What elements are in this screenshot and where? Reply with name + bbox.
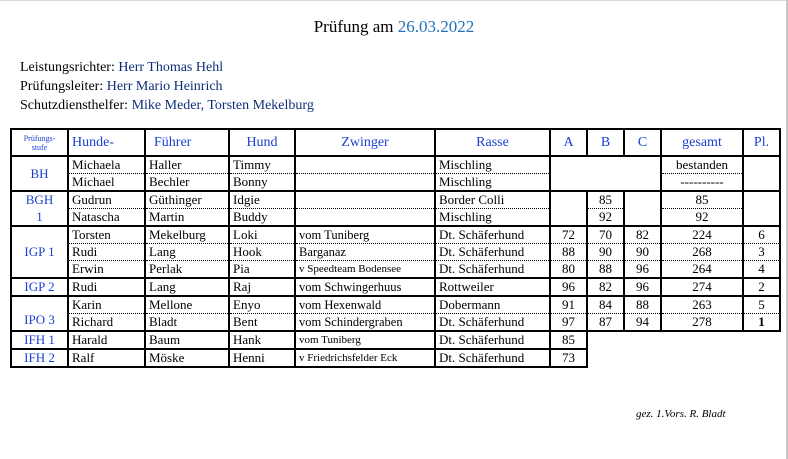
- title-prefix: Prüfung am: [313, 17, 394, 36]
- kennel: vom Tuniberg: [295, 331, 435, 349]
- official-value: Mike Meder, Torsten Mekelburg: [131, 98, 314, 113]
- place: 3: [743, 244, 780, 261]
- handler-first: Richard: [68, 314, 145, 332]
- handler-first: Rudi: [68, 244, 145, 261]
- total: 224: [661, 226, 743, 244]
- handler-last: Mellone: [145, 296, 229, 314]
- breed: Dt. Schäferhund: [435, 226, 550, 244]
- kennel: [295, 209, 435, 227]
- handler-last: Haller: [145, 156, 229, 174]
- header-stufe: Prüfungs- stufe: [11, 129, 68, 156]
- score-b: 85: [587, 191, 624, 209]
- score-a: 72: [550, 226, 587, 244]
- empty-area: [587, 331, 780, 349]
- dog-name: Hook: [229, 244, 295, 261]
- official-value: Herr Thomas Hehl: [118, 60, 224, 75]
- total: 278: [661, 314, 743, 332]
- score-c: 96: [624, 261, 661, 279]
- handler-first: Harald: [68, 331, 145, 349]
- official-label: Leistungsrichter:: [20, 60, 115, 75]
- score-empty: [550, 156, 661, 191]
- score-b: 92: [587, 209, 624, 227]
- score-c: 96: [624, 278, 661, 296]
- score-a: 80: [550, 261, 587, 279]
- kennel: vom Schindergraben: [295, 314, 435, 332]
- score-b: 87: [587, 314, 624, 332]
- breed: Rottweiler: [435, 278, 550, 296]
- page-title: [0, 17, 788, 37]
- place: 6: [743, 226, 780, 244]
- page-top-border: [0, 0, 786, 1]
- official-label: Prüfungsleiter:: [20, 79, 104, 94]
- total: 92: [661, 209, 743, 227]
- kennel: [295, 156, 435, 174]
- header-zwinger: Zwinger: [295, 129, 435, 156]
- table-row: [11, 349, 780, 367]
- header-row: [11, 129, 780, 156]
- place: [743, 156, 780, 191]
- place: [743, 191, 780, 226]
- score-c: 82: [624, 226, 661, 244]
- kennel: [295, 174, 435, 192]
- breed: Border Colli: [435, 191, 550, 209]
- score-a: 97: [550, 314, 587, 332]
- group-bgh: BGH: [11, 191, 68, 209]
- header-fuehrer: Führer: [145, 129, 229, 156]
- kennel: vom Schwingerhuus: [295, 278, 435, 296]
- group-ipo3: IPO 3: [11, 296, 68, 331]
- breed: Mischling: [435, 174, 550, 192]
- dog-name: Idgie: [229, 191, 295, 209]
- table-row: [11, 278, 780, 296]
- group-ifh2: IFH 2: [11, 349, 68, 367]
- kennel: v Speedteam Bodensee: [295, 261, 435, 279]
- handler-first: Ralf: [68, 349, 145, 367]
- handler-first: Torsten: [68, 226, 145, 244]
- kennel: vom Tuniberg: [295, 226, 435, 244]
- table-row: [11, 314, 780, 332]
- table-row: [11, 191, 780, 209]
- score-b: 90: [587, 244, 624, 261]
- header-hund: Hund: [229, 129, 295, 156]
- kennel: [295, 191, 435, 209]
- breed: Dt. Schäferhund: [435, 349, 550, 367]
- handler-last: Perlak: [145, 261, 229, 279]
- score-a: 91: [550, 296, 587, 314]
- header-platz: Pl.: [743, 129, 780, 156]
- exam-date: 26.03.2022: [397, 17, 475, 36]
- score-b: 70: [587, 226, 624, 244]
- handler-first: Natascha: [68, 209, 145, 227]
- dog-name: Bonny: [229, 174, 295, 192]
- breed: Dt. Schäferhund: [435, 244, 550, 261]
- handler-first: Michael: [68, 174, 145, 192]
- place: 4: [743, 261, 780, 279]
- table-row: [11, 209, 780, 227]
- breed: Mischling: [435, 209, 550, 227]
- score-c: 94: [624, 314, 661, 332]
- breed: Dobermann: [435, 296, 550, 314]
- table-row: [11, 296, 780, 314]
- total: 263: [661, 296, 743, 314]
- handler-last: Martin: [145, 209, 229, 227]
- handler-last: Möske: [145, 349, 229, 367]
- handler-first: Karin: [68, 296, 145, 314]
- dog-name: Buddy: [229, 209, 295, 227]
- score-b: 88: [587, 261, 624, 279]
- header-c: C: [624, 129, 661, 156]
- score-c: [624, 191, 661, 226]
- total: 268: [661, 244, 743, 261]
- handler-last: Lang: [145, 244, 229, 261]
- kennel: Barganaz: [295, 244, 435, 261]
- total: ----------: [661, 174, 743, 192]
- official-label: Schutzdiensthelfer:: [20, 98, 129, 113]
- breed: Dt. Schäferhund: [435, 314, 550, 332]
- results-table: [10, 128, 781, 368]
- kennel: v Friedrichsfelder Eck: [295, 349, 435, 367]
- dog-name: Henni: [229, 349, 295, 367]
- place-winner: 1: [743, 314, 780, 332]
- header-a: A: [550, 129, 587, 156]
- total: 85: [661, 191, 743, 209]
- handler-last: Bechler: [145, 174, 229, 192]
- handler-last: Bladt: [145, 314, 229, 332]
- officials-block: [20, 58, 314, 115]
- table-row: [11, 174, 780, 192]
- header-gesamt: gesamt: [661, 129, 743, 156]
- score-a: 88: [550, 244, 587, 261]
- handler-first: Erwin: [68, 261, 145, 279]
- header-b: B: [587, 129, 624, 156]
- table-row: [11, 156, 780, 174]
- score-a: [550, 191, 587, 226]
- dog-name: Loki: [229, 226, 295, 244]
- empty-area: [587, 349, 780, 367]
- group-bh: BH: [11, 156, 68, 191]
- official-exam-leader: [20, 77, 314, 96]
- official-helper: [20, 96, 314, 115]
- handler-first: Michaela: [68, 156, 145, 174]
- breed: Dt. Schäferhund: [435, 331, 550, 349]
- handler-last: Güthinger: [145, 191, 229, 209]
- handler-last: Lang: [145, 278, 229, 296]
- dog-name: Bent: [229, 314, 295, 332]
- dog-name: Hank: [229, 331, 295, 349]
- table-row: [11, 331, 780, 349]
- official-value: Herr Mario Heinrich: [106, 79, 223, 94]
- dog-name: Pia: [229, 261, 295, 279]
- dog-name: Raj: [229, 278, 295, 296]
- table-row: [11, 244, 780, 261]
- group-igp2: IGP 2: [11, 278, 68, 296]
- place: 5: [743, 296, 780, 314]
- dog-name: Timmy: [229, 156, 295, 174]
- header-rasse: Rasse: [435, 129, 550, 156]
- breed: Mischling: [435, 156, 550, 174]
- place: 2: [743, 278, 780, 296]
- header-hundefuehrer: Hunde-: [68, 129, 145, 156]
- official-judge: [20, 58, 314, 77]
- handler-first: Rudi: [68, 278, 145, 296]
- handler-last: Baum: [145, 331, 229, 349]
- dog-name: Enyo: [229, 296, 295, 314]
- score-b: 84: [587, 296, 624, 314]
- total: 274: [661, 278, 743, 296]
- score-a: 73: [550, 349, 587, 367]
- score-c: 90: [624, 244, 661, 261]
- group-bgh-level: 1: [11, 209, 68, 227]
- kennel: vom Hexenwald: [295, 296, 435, 314]
- total: bestanden: [661, 156, 743, 174]
- handler-last: Mekelburg: [145, 226, 229, 244]
- score-c: 88: [624, 296, 661, 314]
- table-row: [11, 261, 780, 279]
- group-igp1: IGP 1: [11, 226, 68, 278]
- breed: Dt. Schäferhund: [435, 261, 550, 279]
- total: 264: [661, 261, 743, 279]
- table-row: [11, 226, 780, 244]
- score-b: 82: [587, 278, 624, 296]
- group-ifh1: IFH 1: [11, 331, 68, 349]
- score-a: 85: [550, 331, 587, 349]
- score-a: 96: [550, 278, 587, 296]
- handler-first: Gudrun: [68, 191, 145, 209]
- signature: gez. 1.Vors. R. Bladt: [636, 408, 726, 420]
